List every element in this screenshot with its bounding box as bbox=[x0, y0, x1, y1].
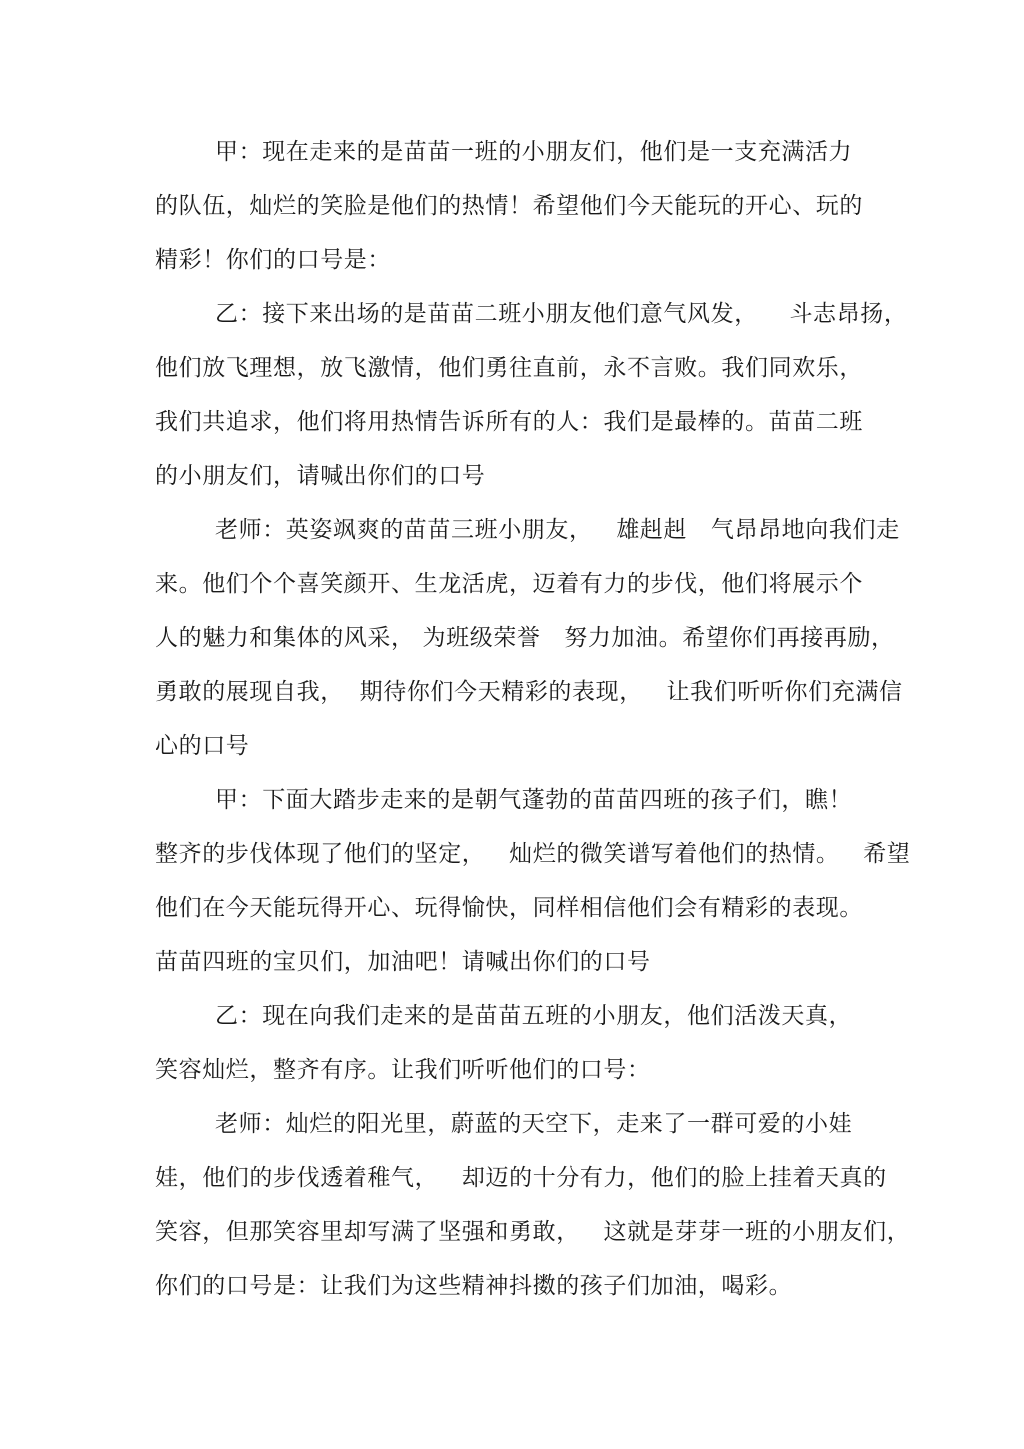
paragraph-5-line-1: 乙：现在向我们走来的是苗苗五班的小朋友，他们活泼天真， bbox=[215, 1003, 853, 1029]
paragraph-6-line-3: 笑容，但那笑容里却写满了坚强和勇敢， 这就是芽芽一班的小朋友们， bbox=[155, 1219, 911, 1245]
paragraph-3-line-2: 来。他们个个喜笑颜开、生龙活虎，迈着有力的步伐，他们将展示个 bbox=[155, 571, 863, 597]
paragraph-2-line-3: 我们共追求，他们将用热情告诉所有的人：我们是最棒的。苗苗二班 bbox=[155, 409, 863, 435]
paragraph-4-line-4: 苗苗四班的宝贝们，加油吧！请喊出你们的口号 bbox=[155, 949, 651, 975]
paragraph-2-line-4: 的小朋友们，请喊出你们的口号 bbox=[155, 463, 486, 489]
paragraph-4-line-3: 他们在今天能玩得开心、玩得愉快，同样相信他们会有精彩的表现。 bbox=[155, 895, 863, 921]
paragraph-3-line-4: 勇敢的展现自我， 期待你们今天精彩的表现， 让我们听听你们充满信 bbox=[155, 679, 903, 705]
paragraph-1-line-2: 的队伍，灿烂的笑脸是他们的热情！希望他们今天能玩的开心、玩的 bbox=[155, 193, 863, 219]
paragraph-3-line-3: 人的魅力和集体的风采， 为班级荣誉 努力加油。希望你们再接再励， bbox=[155, 625, 895, 651]
paragraph-1-line-1: 甲：现在走来的是苗苗一班的小朋友们，他们是一支充满活力 bbox=[215, 139, 853, 165]
paragraph-4-line-1: 甲：下面大踏步走来的是朝气蓬勃的苗苗四班的孩子们，瞧！ bbox=[215, 787, 853, 813]
paragraph-6-line-2: 娃，他们的步伐透着稚气， 却迈的十分有力，他们的脸上挂着天真的 bbox=[155, 1165, 887, 1191]
paragraph-3-line-5: 心的口号 bbox=[155, 733, 250, 759]
paragraph-6-line-4: 你们的口号是：让我们为这些精神抖擞的孩子们加油，喝彩。 bbox=[155, 1273, 793, 1299]
paragraph-2-line-2: 他们放飞理想，放飞激情，他们勇往直前，永不言败。我们同欢乐， bbox=[155, 355, 863, 381]
paragraph-5-line-2: 笑容灿烂，整齐有序。让我们听听他们的口号： bbox=[155, 1057, 651, 1083]
paragraph-4-line-2: 整齐的步伐体现了他们的坚定， 灿烂的微笑谱写着他们的热情。 希望 bbox=[155, 841, 911, 867]
paragraph-6-line-1: 老师：灿烂的阳光里，蔚蓝的天空下，走来了一群可爱的小娃 bbox=[215, 1111, 853, 1137]
paragraph-1-line-3: 精彩！你们的口号是： bbox=[155, 247, 391, 273]
paragraph-2-line-1: 乙：接下来出场的是苗苗二班小朋友他们意气风发， 斗志昂扬， bbox=[215, 301, 908, 327]
paragraph-3-line-1: 老师：英姿飒爽的苗苗三班小朋友， 雄赳赳 气昂昂地向我们走 bbox=[215, 517, 900, 543]
